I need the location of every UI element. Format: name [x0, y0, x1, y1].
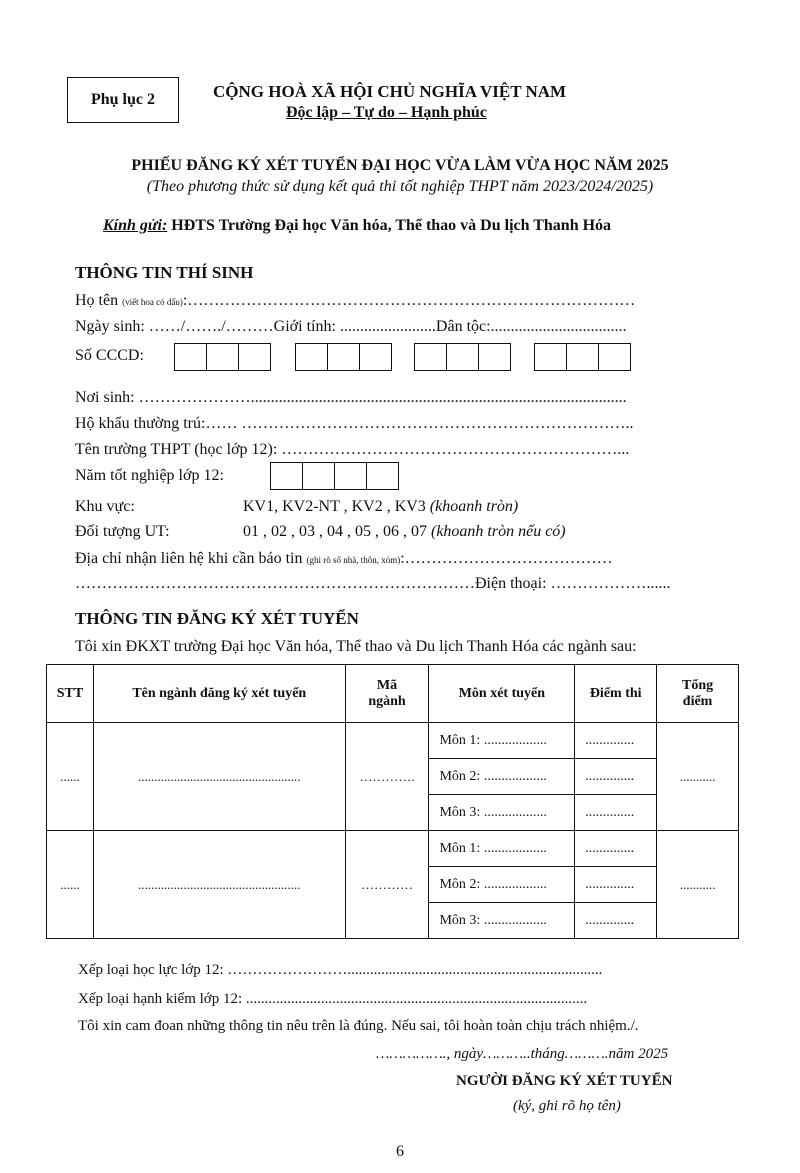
region-values[interactable]: KV1, KV2-NT , KV2 , KV3: [243, 498, 426, 515]
id-digit-box[interactable]: [566, 343, 599, 371]
country-name: CỘNG HOÀ XÃ HỘI CHỦ NGHĨA VIỆT NAM: [213, 82, 567, 101]
score-cell[interactable]: ..............: [575, 795, 657, 831]
row-total[interactable]: ...........: [657, 723, 739, 831]
phone-field[interactable]: …………………………………………………………………Điện thoại: ………………......: [75, 575, 671, 592]
id-boxes-group-2[interactable]: [296, 343, 392, 371]
subject-cell[interactable]: Môn 3: ..................: [429, 903, 575, 939]
address-note: (ghi rõ số nhà, thôn, xóm): [306, 555, 401, 565]
priority-options[interactable]: [243, 523, 566, 541]
national-motto: [286, 104, 487, 122]
name-field[interactable]: [75, 292, 635, 310]
id-digit-box[interactable]: [238, 343, 271, 371]
row-major[interactable]: ..................................................: [93, 831, 345, 939]
subject-cell[interactable]: Môn 1: ..................: [429, 723, 575, 759]
id-digit-box[interactable]: [295, 343, 328, 371]
score-cell[interactable]: ..............: [575, 723, 657, 759]
year-digit-box[interactable]: [334, 462, 367, 490]
table-header-row: [47, 665, 739, 723]
id-digit-box[interactable]: [478, 343, 511, 371]
address-label: Địa chỉ nhận liên hệ khi cần báo tin: [75, 550, 303, 567]
grad-year-label: Năm tốt nghiệp lớp 12:: [75, 467, 224, 484]
table-row: [47, 723, 739, 759]
subject-cell[interactable]: Môn 2: ..................: [429, 867, 575, 903]
year-digit-box[interactable]: [270, 462, 303, 490]
conduct-rank-field[interactable]: Xếp loại hạnh kiểm lớp 12: ...........................................................................................: [78, 991, 588, 1007]
section-candidate-title: THÔNG TIN THÍ SINH: [75, 263, 254, 282]
id-digit-box[interactable]: [534, 343, 567, 371]
address-field[interactable]: [75, 550, 613, 568]
appendix-label: Phụ lục 2: [67, 77, 179, 123]
form-subtitle: (Theo phương thức sử dụng kết quả thi tốt nghiệp THPT năm 2023/2024/2025): [146, 178, 654, 195]
addressee-label: Kính gửi:: [103, 217, 168, 234]
subject-cell[interactable]: Môn 2: ..................: [429, 759, 575, 795]
id-digit-box[interactable]: [598, 343, 631, 371]
row-stt[interactable]: ......: [47, 723, 94, 831]
signer-note: (ký, ghi rõ họ tên): [513, 1098, 621, 1114]
school-field[interactable]: Tên trường THPT (học lớp 12): ………………………………………………………...: [75, 441, 630, 458]
page-number: 6: [396, 1143, 404, 1160]
header-stt: STT: [47, 665, 94, 723]
addressee-line: [103, 217, 611, 235]
row-major[interactable]: ..................................................: [93, 723, 345, 831]
id-digit-box[interactable]: [414, 343, 447, 371]
row-stt[interactable]: ......: [47, 831, 94, 939]
id-label: Số CCCD:: [75, 347, 144, 364]
row-total[interactable]: ...........: [657, 831, 739, 939]
id-boxes-group-3[interactable]: [415, 343, 511, 371]
id-digit-box[interactable]: [327, 343, 360, 371]
year-digit-box[interactable]: [366, 462, 399, 490]
year-digit-box[interactable]: [302, 462, 335, 490]
birthplace-field[interactable]: Nơi sinh: …………………..............................................................................................: [75, 389, 627, 406]
priority-label: Đối tượng UT:: [75, 523, 170, 540]
header-subjects: Môn xét tuyển: [429, 665, 575, 723]
registration-intro: Tôi xin ĐKXT trường Đại học Văn hóa, Thể thao và Du lịch Thanh Hóa các ngành sau:: [75, 638, 637, 655]
id-boxes-group-4[interactable]: [535, 343, 631, 371]
id-digit-box[interactable]: [446, 343, 479, 371]
header-total-line2: điểm: [682, 693, 713, 709]
score-cell[interactable]: ..............: [575, 759, 657, 795]
subject-cell[interactable]: Môn 1: ..................: [429, 831, 575, 867]
id-digit-box[interactable]: [359, 343, 392, 371]
name-label: Họ tên: [75, 292, 119, 309]
score-cell[interactable]: ..............: [575, 867, 657, 903]
region-options[interactable]: [243, 498, 518, 516]
id-boxes-group-1[interactable]: [175, 343, 271, 371]
date-line[interactable]: ……………., ngày………..tháng……….năm 2025: [376, 1046, 669, 1062]
header-code-line2: ngành: [368, 693, 406, 709]
address-fill: :…………………………………: [400, 550, 613, 567]
declaration: Tôi xin cam đoan những thông tin nêu trên là đúng. Nếu sai, tôi hoàn toàn chịu trách nhiệm./.: [78, 1018, 639, 1034]
motto-text: Độc lập – Tự do – Hạnh phúc: [286, 104, 487, 121]
signer-title: NGƯỜI ĐĂNG KÝ XÉT TUYỂN: [456, 1073, 673, 1089]
header-total: [657, 665, 739, 723]
header-code: [345, 665, 429, 723]
name-fill: :…………………………………………………………………………: [182, 292, 636, 309]
score-cell[interactable]: ..............: [575, 831, 657, 867]
header-code-line1: Mã: [376, 677, 398, 693]
header-total-line1: Tổng: [682, 677, 714, 693]
academic-rank-field[interactable]: Xếp loại học lực lớp 12: ……………………....................................................................: [78, 962, 603, 978]
grad-year-boxes[interactable]: [271, 462, 399, 490]
table-row: [47, 831, 739, 867]
header-score: Điểm thi: [575, 665, 657, 723]
region-label: Khu vực:: [75, 498, 135, 515]
registration-table: [46, 664, 739, 939]
form-title: PHIẾU ĐĂNG KÝ XÉT TUYỂN ĐẠI HỌC VỪA LÀM VỪA HỌC NĂM 2025: [131, 157, 669, 174]
id-digit-box[interactable]: [174, 343, 207, 371]
id-digit-box[interactable]: [206, 343, 239, 371]
priority-note: (khoanh tròn nếu có): [431, 523, 566, 540]
header-major: Tên ngành đăng ký xét tuyển: [93, 665, 345, 723]
dob-gender-ethnicity-field[interactable]: Ngày sinh: ……/……./………Giới tính: ........................Dân tộc:..................................: [75, 318, 627, 335]
row-code[interactable]: …………: [345, 831, 429, 939]
subject-cell[interactable]: Môn 3: ..................: [429, 795, 575, 831]
priority-values[interactable]: 01 , 02 , 03 , 04 , 05 , 06 , 07: [243, 523, 427, 540]
name-note: (viết hoa có dấu): [122, 297, 183, 307]
row-code[interactable]: ………….: [345, 723, 429, 831]
region-note: (khoanh tròn): [429, 498, 519, 515]
residence-field[interactable]: Hộ khẩu thường trú:…… ………………………………………………………………..: [75, 415, 634, 432]
section-registration-title: THÔNG TIN ĐĂNG KÝ XÉT TUYỂN: [75, 609, 359, 628]
addressee-value: HĐTS Trường Đại học Văn hóa, Thể thao và Du lịch Thanh Hóa: [171, 217, 612, 234]
score-cell[interactable]: ..............: [575, 903, 657, 939]
